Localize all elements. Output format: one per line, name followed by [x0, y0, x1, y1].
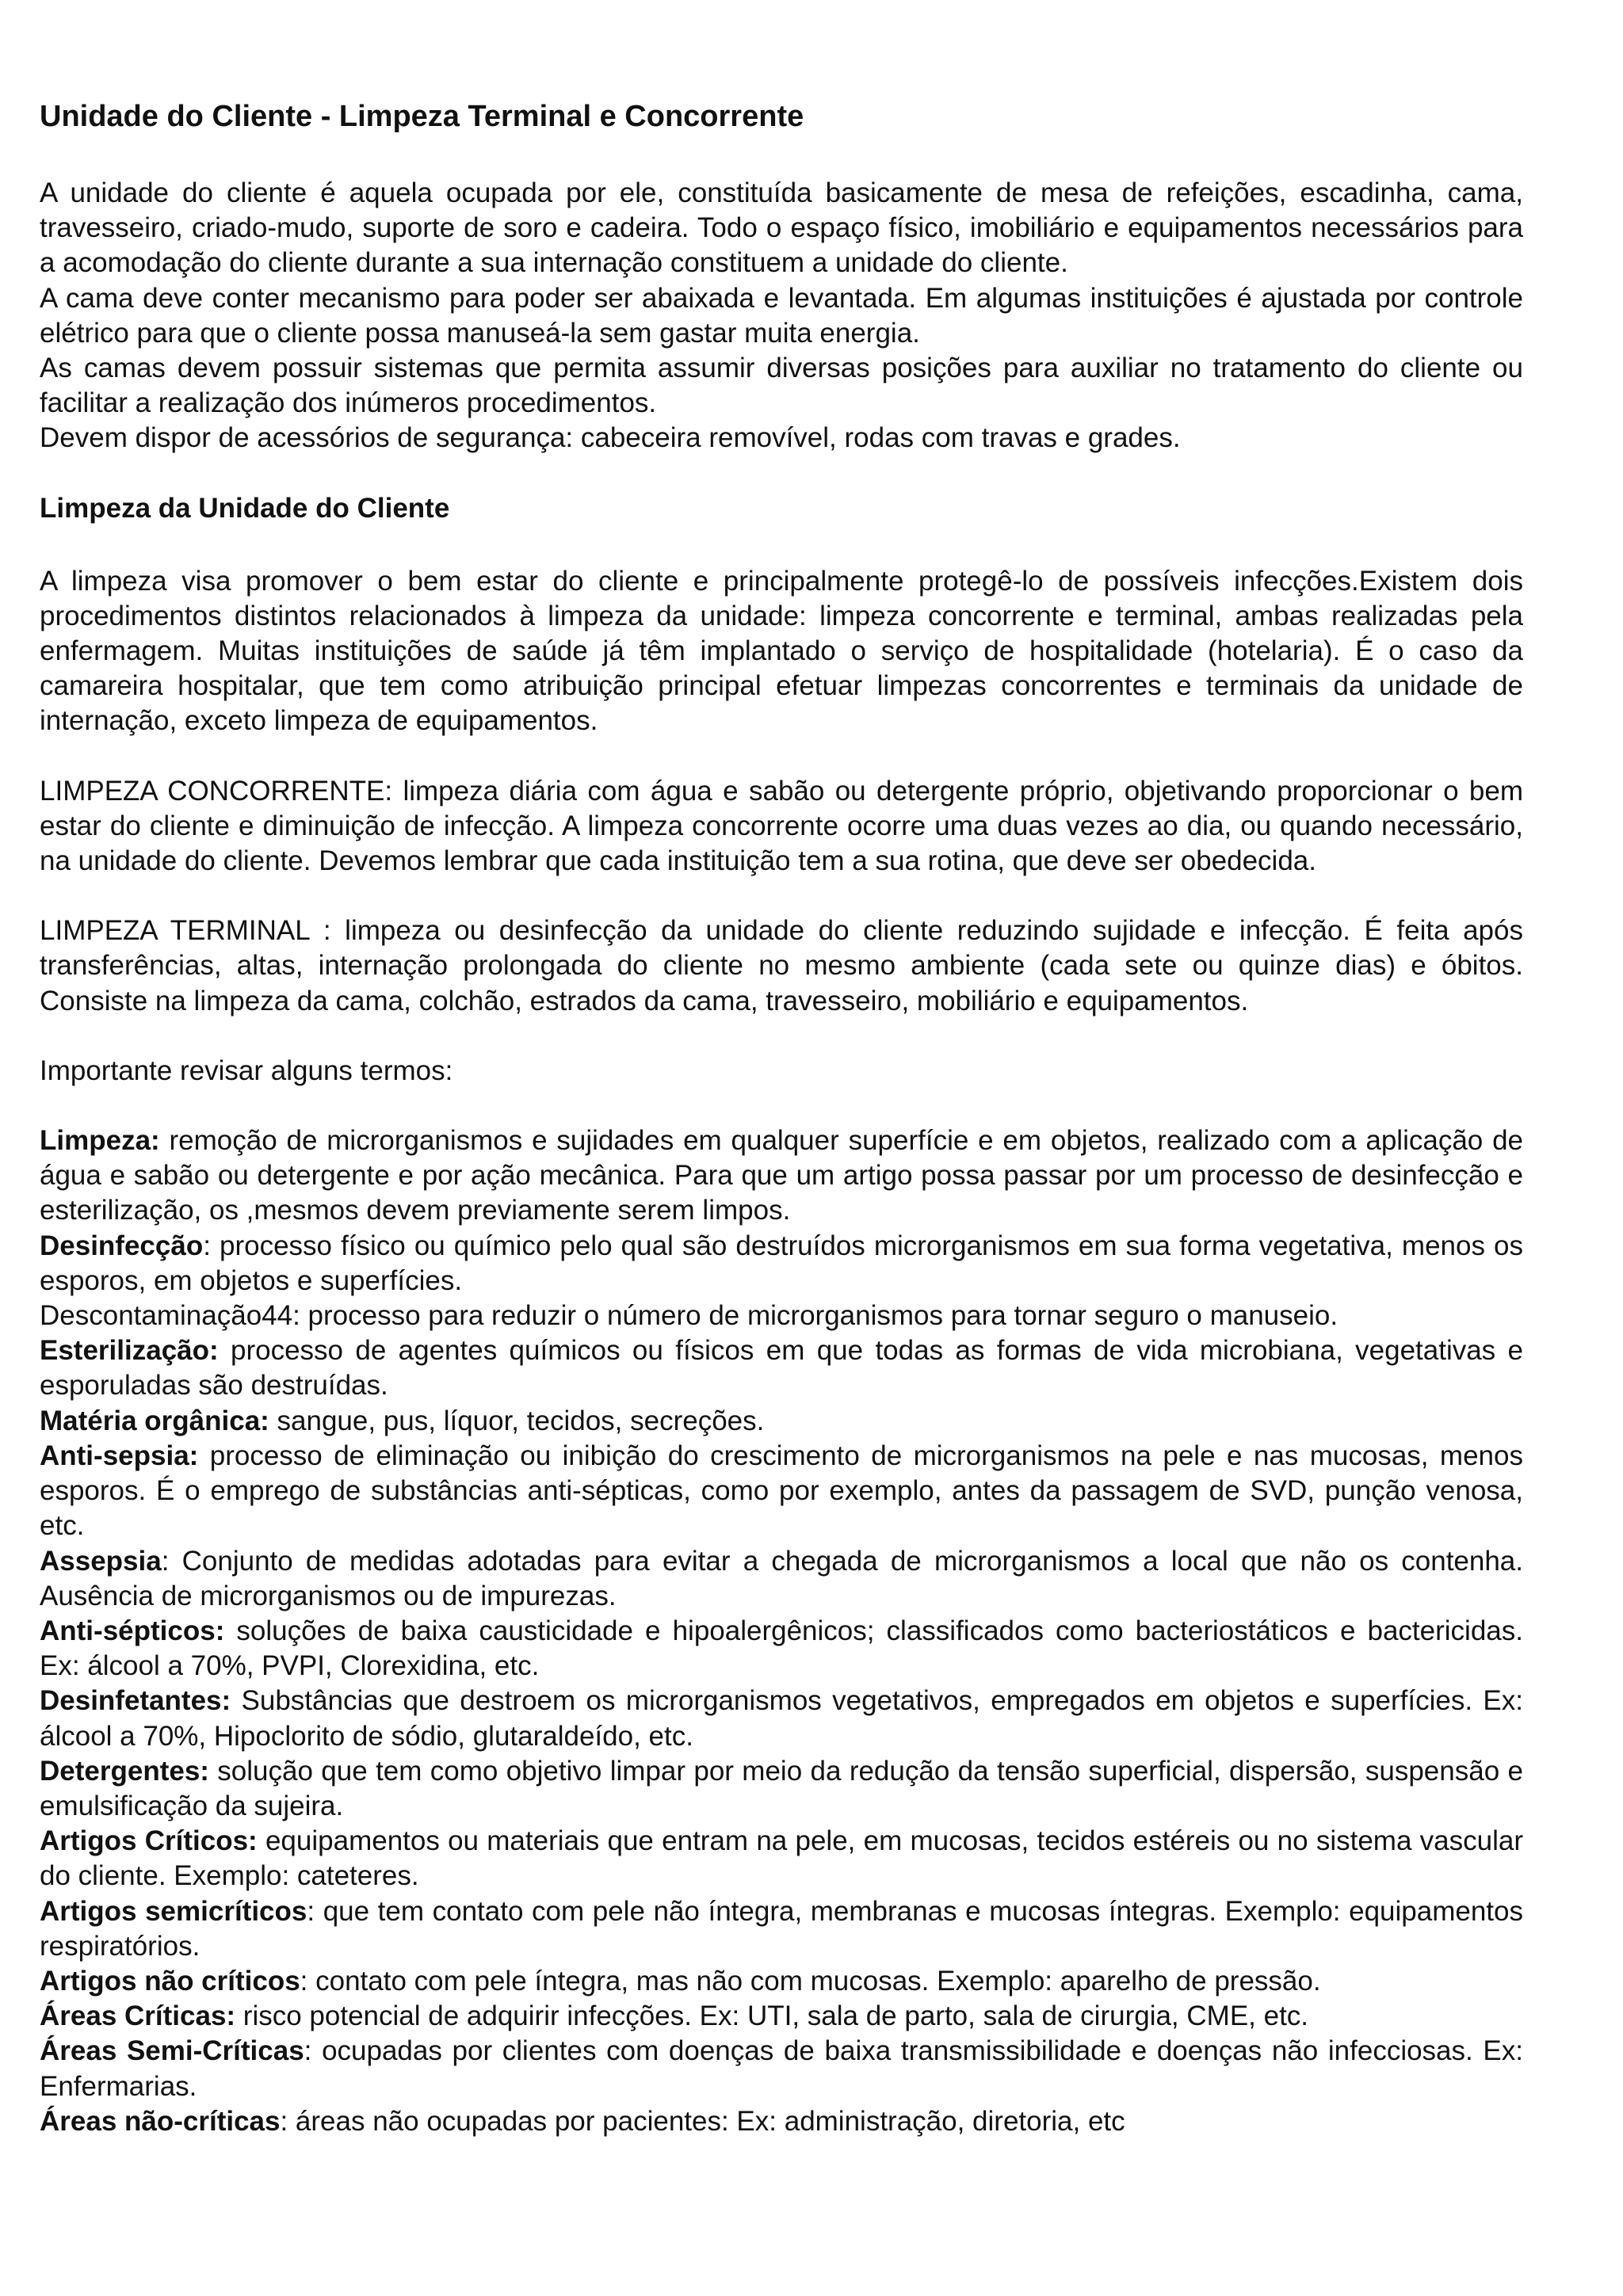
section-heading: Limpeza da Unidade do Cliente	[40, 492, 450, 524]
document-title: Unidade do Cliente - Limpeza Terminal e Concorrente	[40, 100, 804, 133]
term-definition: solução que tem como objetivo limpar por meio da redução da tensão superficial, dispersão, suspensão e emulsificação da sujeira.	[40, 1755, 1523, 1821]
term-definition: sangue, pus, líquor, tecidos, secreções.	[269, 1405, 765, 1436]
intro-section	[40, 176, 1523, 456]
term-entry	[40, 1964, 1523, 1999]
term-definition: processo de eliminação ou inibição do crescimento de microrganismos na pele e nas mucosas, menos esporos. É o emprego de substâncias anti-sépticas, como por exemplo, antes da passagem de SVD, punção venosa, etc.	[40, 1440, 1523, 1542]
term-entry	[40, 2104, 1523, 2139]
term-label: Limpeza:	[40, 1125, 160, 1157]
term-definition: : contato com pele íntegra, mas não com mucosas. Exemplo: aparelho de pressão.	[300, 1965, 1321, 1997]
term-entry	[40, 1299, 1523, 1333]
term-entry	[40, 1544, 1523, 1614]
intro-paragraph: As camas devem possuir sistemas que permita assumir diversas posições para auxiliar no tratamento do cliente ou facilitar a realização dos inúmeros procedimentos.	[40, 353, 1523, 419]
term-label: Áreas Críticas:	[40, 2000, 236, 2032]
term-label: Detergentes:	[40, 1755, 209, 1787]
intro-paragraph: A unidade do cliente é aquela ocupada por ele, constituída basicamente de mesa de refeições, escadinha, cama, travesseiro, criado-mudo, suporte de soro e cadeira. Todo o espaço físico, imobiliário e equipamentos necessários para a acomodação do cliente durante a sua internação constituem a unidade do cliente.	[40, 177, 1523, 279]
term-entry	[40, 1894, 1523, 1964]
term-label: Assepsia	[40, 1545, 162, 1577]
term-entry	[40, 1614, 1523, 1684]
term-entry	[40, 1439, 1523, 1544]
term-entry	[40, 2034, 1523, 2103]
spacer	[40, 456, 1523, 491]
term-entry	[40, 1999, 1523, 2034]
term-definition: remoção de microrganismos e sujidades em qualquer superfície e em objetos, realizado com a aplicação de água e sabão ou detergente e por ação mecânica. Para que um artigo possa passar por um processo de desinfecção e esterilização, os ,mesmos devem previamente serem limpos.	[40, 1125, 1523, 1226]
term-entry	[40, 1123, 1523, 1229]
term-definition: : que tem contato com pele não íntegra, membranas e mucosas íntegras. Exemplo: equipamentos respiratórios.	[40, 1895, 1524, 1962]
term-label: Áreas não-críticas	[40, 2105, 281, 2137]
term-definition: : processo físico ou químico pelo qual são destruídos microrganismos em sua forma vegetativa, menos os esporos, em objetos e superfícies.	[40, 1230, 1523, 1296]
spacer	[40, 1019, 1523, 1054]
intro-paragraph: Devem dispor de acessórios de segurança: cabeceira removível, rodas com travas e grades.	[40, 422, 1181, 454]
term-entry	[40, 1754, 1523, 1824]
term-label: Artigos semicríticos	[40, 1895, 307, 1927]
term-label: Anti-sepsia:	[40, 1440, 199, 1471]
spacer	[40, 739, 1523, 774]
term-definition: : Conjunto de medidas adotadas para evitar a chegada de microrganismos a local que não os contenha. Ausência de microrganismos ou de impurezas.	[40, 1545, 1523, 1611]
term-definition: equipamentos ou materiais que entram na pele, em mucosas, tecidos estéreis ou no sistema vascular do cliente. Exemplo: cateteres.	[40, 1825, 1523, 1892]
term-entry	[40, 1333, 1523, 1403]
section-paragraph: LIMPEZA CONCORRENTE: limpeza diária com água e sabão ou detergente próprio, objetivando proporcionar o bem estar do cliente e diminuição de infecção. A limpeza concorrente ocorre uma duas vezes ao dia, ou quando necessário, na unidade do cliente. Devemos lembrar que cada instituição tem a sua rotina, que deve ser obedecida.	[40, 775, 1523, 877]
term-label: Desinfecção	[40, 1230, 204, 1261]
term-entry	[40, 1684, 1523, 1753]
intro-paragraph: A cama deve conter mecanismo para poder ser abaixada e levantada. Em algumas instituições é ajustada por controle elétrico para que o cliente possa manuseá-la sem gastar muita energia.	[40, 282, 1523, 349]
term-label: Artigos Críticos:	[40, 1825, 258, 1857]
term-definition: : áreas não ocupadas por pacientes: Ex: administração, diretoria, etc	[280, 2105, 1125, 2137]
term-entry	[40, 1404, 1523, 1439]
section-paragraph: A limpeza visa promover o bem estar do cliente e principalmente protegê-lo de possíveis infecções.Existem dois procedimentos distintos relacionados à limpeza da unidade: limpeza concorrente e terminal, ambas realizadas pela enfermagem. Muitas instituições de saúde já têm implantado o serviço de hospitalidade (hotelaria). É o caso da camareira hospitalar, que tem como atribuição principal efetuar limpezas concorrentes e terminais da unidade de internação, exceto limpeza de equipamentos.	[40, 565, 1523, 737]
section-paragraph: LIMPEZA TERMINAL : limpeza ou desinfecção da unidade do cliente reduzindo sujidade e infecção. É feita após transferências, altas, internação prolongada do cliente no mesmo ambiente (cada sete ou quinze dias) e óbitos. Consiste na limpeza da cama, colchão, estrados da cama, travesseiro, mobiliário e equipamentos.	[40, 915, 1523, 1016]
term-label: Matéria orgânica:	[40, 1405, 269, 1436]
term-definition: risco potencial de adquirir infecções. Ex: UTI, sala de parto, sala de cirurgia, CME, etc.	[235, 2000, 1309, 2032]
term-entry	[40, 1229, 1523, 1299]
term-label: Áreas Semi-Críticas	[40, 2035, 304, 2067]
term-definition: : ocupadas por clientes com doenças de baixa transmissibilidade e doenças não infecciosas. Ex: Enfermarias.	[40, 2035, 1523, 2102]
term-entry	[40, 1824, 1523, 1894]
spacer	[40, 1089, 1523, 1123]
term-label: Artigos não críticos	[40, 1965, 300, 1997]
term-definition: Descontaminação44: processo para reduzir o número de microrganismos para tornar seguro o manuseio.	[40, 1300, 1338, 1332]
term-label: Esterilização:	[40, 1335, 219, 1367]
section-paragraph: Importante revisar alguns termos:	[40, 1055, 453, 1086]
term-definition: Substâncias que destroem os microrganismos vegetativos, empregados em objetos e superfícies. Ex: álcool a 70%, Hipoclorito de sódio, glutaraldeído, etc.	[40, 1685, 1523, 1752]
term-label: Anti-sépticos:	[40, 1615, 225, 1646]
terms-list	[40, 1123, 1523, 2139]
term-definition: processo de agentes químicos ou físicos em que todas as formas de vida microbiana, vegetativas e esporuladas são destruídas.	[40, 1335, 1523, 1402]
term-label: Desinfetantes:	[40, 1685, 231, 1717]
spacer	[40, 879, 1523, 913]
term-definition: soluções de baixa causticidade e hipoalergênicos; classificados como bacteriostáticos e bactericidas. Ex: álcool a 70%, PVPI, Clorexidina, etc.	[40, 1615, 1523, 1682]
